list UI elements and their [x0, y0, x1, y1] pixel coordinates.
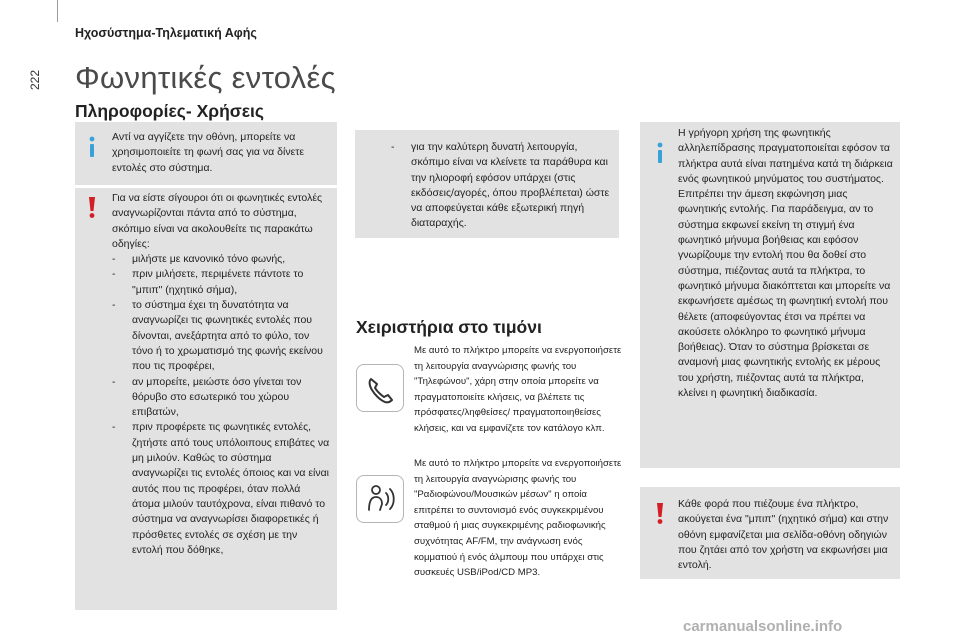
steering-controls-title: Χειριστήρια στο τιμόνι — [356, 317, 542, 337]
bullet-text: πριν μιλήσετε, περιμένετε πάντοτε το "μπιπ" (ηχητικό σήμα), — [132, 268, 304, 296]
chapter-header: Ηχοσύστημα-Τηλεματική Αφής — [75, 26, 257, 40]
bullet-text: για την καλύτερη δυνατή λειτουργία, σκόπιμο είναι να κλείνετε τα παράθυρα και την ηλιοροφή εφόσον υπάρχει (στις εκδόσεις/αγορές, όπου προβλέπεται) ώστε να αποφεύγεται κάθε εξωτερική πηγή διαταραχής. — [411, 141, 610, 230]
info-icon — [655, 142, 665, 164]
bullet-text: μιλήστε με κανονικό τόνο φωνής, — [132, 253, 286, 266]
warning-icon — [87, 197, 97, 219]
left-info-panel — [75, 122, 337, 185]
list-item — [391, 140, 613, 232]
bullet-text: το σύστημα έχει τη δυνατότητα να αναγνωρίζει τις φωνητικές εντολές που δίνονται, ανεξάρτητα από το φύλο, τον τόνο ή το χρωματισμό της φωνής εκείνου που τις προφέρει, — [132, 299, 323, 373]
watermark: carmanualsonline.info — [683, 618, 843, 635]
info-icon — [87, 136, 97, 158]
bullet-dash: - — [112, 421, 116, 434]
right-warning-panel — [640, 487, 900, 579]
phone-button-description: Με αυτό το πλήκτρο μπορείτε να ενεργοποιήσετε τη λειτουργία αναγνώρισης φωνής του "Τηλεφώνου", χάρη στην οποία μπορείτε να πραγματοποιείτε κλήσεις, να βλέπετε τις πρόσφατες/ληφθείσες/ πραγματοποιηθείσες κλήσεις, και να εμφανίζετε τον κατάλογο κλπ. — [414, 345, 622, 434]
continued-text — [391, 140, 613, 232]
bullet-dash: - — [112, 299, 116, 312]
list-item — [112, 267, 330, 298]
bullet-text: πριν προφέρετε τις φωνητικές εντολές, ζητήστε από τους υπόλοιπους επιβάτες να μη μιλούν. Καθώς το σύστημα αναγνωρίζει τις εντολές όποιος και να είναι αυτός που τις προφέρει, όταν πολλά άτομα μιλούν ταυτόχρονα, είναι πιθανό το σύστημα να αναγνωρίσει διαφορετικές ή πρόσθετες εντολές σε σχέση με την εντολή που δόθηκε, — [132, 421, 330, 556]
bullet-text: αν μπορείτε, μειώστε όσο γίνεται τον θόρυβο στο εσωτερικό του χώρου επιβατών, — [132, 375, 302, 419]
list-item — [112, 420, 330, 558]
bullet-dash: - — [112, 268, 116, 281]
page-number: 222 — [28, 69, 42, 91]
list-item — [112, 252, 330, 267]
left-warning-panel — [75, 188, 337, 610]
middle-continued-panel — [355, 130, 619, 238]
right-info-panel — [640, 122, 900, 468]
phone-button-icon-box — [356, 364, 404, 412]
right-warning-text: Κάθε φορά που πιέζουμε ένα πλήκτρο, ακούγεται ένα "μπιπ" (ηχητικό σήμα) και στην οθόνη εμφανίζεται μια σελίδα-οθόνη οδηγιών που ζητάει από τον χρήστη να εκφωνήσει μια εντολή. — [678, 498, 889, 572]
voice-button-description: Με αυτό το πλήκτρο μπορείτε να ενεργοποιήσετε τη λειτουργία αναγνώρισης φωνής του "Ραδιοφώνου/Μουσικών μέσων" η οποία επιτρέπει το συντονισμό ενός συγκεκριμένου σταθμού ή μιας συγκεκριμένης ραδιοφωνικής συχνότητας AF/FM, την ανάγνωση ενός κομματιού ή ενός άλμπουμ που υπάρχει στις συσκευές USB/iPod/CD MP3. — [414, 458, 622, 579]
list-item — [112, 298, 330, 374]
warning-icon — [655, 503, 665, 525]
margin-line — [57, 0, 58, 22]
bullet-dash: - — [391, 141, 395, 153]
left-info-text: Αντί να αγγίζετε την οθόνη, μπορείτε να χρησιμοποιείτε τη φωνή σας για να δίνετε εντολές στο σύστημα. — [112, 131, 305, 174]
phone-icon — [357, 365, 405, 413]
section-title: Πληροφορίες- Χρήσεις — [75, 101, 264, 121]
bullet-dash: - — [112, 375, 116, 388]
left-warning-text — [112, 191, 330, 558]
bullet-dash: - — [112, 253, 116, 266]
voice-command-icon — [357, 476, 405, 524]
right-info-text: Η γρήγορη χρήση της φωνητικής αλληλεπίδρασης πραγματοποιείται εφόσον τα πλήκτρα αυτά είναι πατημένα κατά τη διάρκεια ενός φωνητικού μηνύματος του συστήματος. Επιτρέπει την άμεση εκφώνηση μιας φωνητικής εντολής. Για παράδειγμα, αν το σύστημα εκφωνεί εκείνη τη στιγμή ένα φωνητικό μήνυμα βοήθειας και εφόσον γνωρίζουμε την εντολή που θα δοθεί στο σύστημα, πιέζοντας αυτά τα πλήκτρα, το φωνητικό μήνυμα διακόπτεται και μπορείτε να εκφωνήσετε αμέσως τη φωνητική εντολή που θέλετε (αποφεύγοντας έτσι να πρέπει να ακούσετε ολόκληρο το φωνητικό μήνυμα βοήθειας). Όταν το σύστημα βρίσκεται σε αναμονή μιας φωνητικής εντολής εκ μέρους του χρήστη, πιέζοντας αυτά τα πλήκτρα, κλείνει η φωνητική διαδικασία. — [678, 127, 893, 400]
warning-intro: Για να είστε σίγουροι ότι οι φωνητικές εντολές αναγνωρίζονται πάντα από το σύστημα, σκόπιμο είναι να ακολουθείτε τις παρακάτω οδηγίες: — [112, 192, 323, 250]
list-item — [112, 375, 330, 421]
voice-button-icon-box — [356, 475, 404, 523]
page-title: Φωνητικές εντολές — [75, 60, 336, 95]
